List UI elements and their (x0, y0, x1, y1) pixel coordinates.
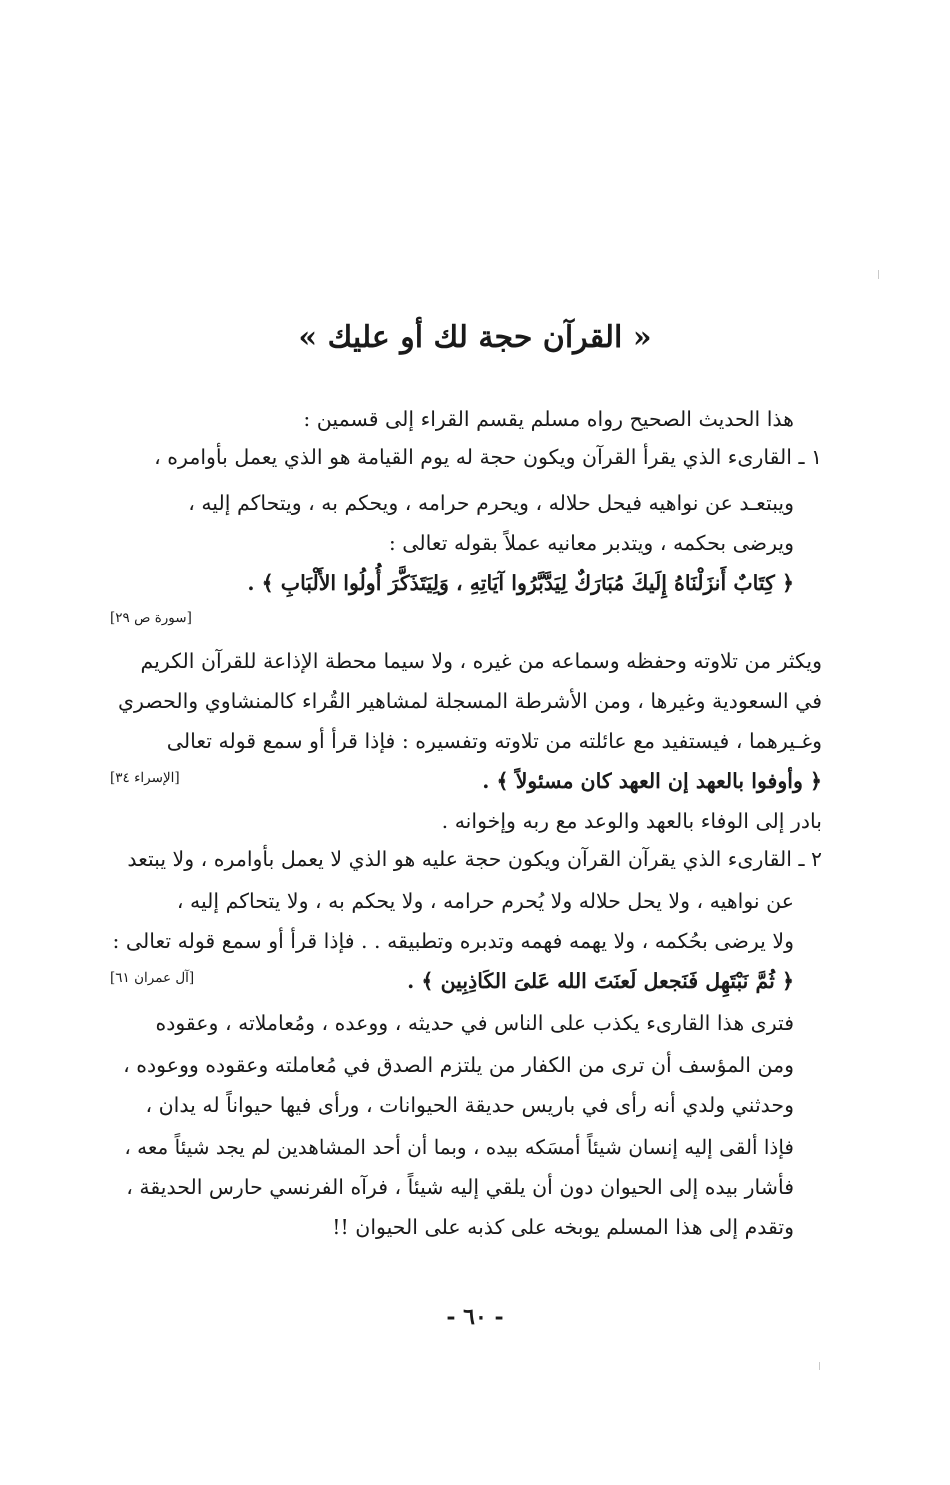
paragraph-line: فأشار بيده إلى الحيوان دون أن يلقي إليه شيئاً ، فرآه الفرنسي حارس الحديقة ، (126, 1175, 794, 1199)
quran-verse: ﴿ ثُمَّ نَبْتَهِل فَنَجعل لَعنَتَ الله عَلىَ الكَاذِبِين ﴾ . (407, 969, 794, 993)
paragraph-line: ٢ ـ القارىء الذي يقرآن القرآن ويكون حجة عليه هو الذي لا يعمل بأوامره ، ولا يبتعد (127, 847, 822, 871)
quran-verse: ﴿ وأوفوا بالعهد إن العهد كان مسئولاً ﴾ . (482, 769, 822, 793)
page-title: « القرآن حجة لك أو عليك » (298, 320, 652, 355)
paragraph-line: هذا الحديث الصحيح رواه مسلم يقسم القراء إلى قسمين : (303, 407, 794, 431)
body-text (110, 400, 822, 1260)
paragraph-line: فإذا ألقى إليه إنسان شيئاً أمسَكه بيده ، وبما أن أحد المشاهدين لم يجد شيئاً معه ، (124, 1135, 794, 1159)
paragraph-line: ولا يرضى بحُكمه ، ولا يهمه فهمه وتدبره وتطبيقه . . فإذا قرأ أو سمع قوله تعالى : (112, 929, 794, 953)
page-number: - ٦٠ - (446, 1304, 504, 1330)
paragraph-line: فترى هذا القارىء يكذب على الناس في حديثه ، ووعده ، ومُعاملاته ، وعقوده (155, 1011, 794, 1035)
paragraph-line: ويبتعـد عن نواهيه فيحل حلاله ، ويحرم حرامه ، ويحكم به ، ويتحاكم إليه ، (188, 491, 794, 515)
paragraph-line: في السعودية وغيرها ، ومن الأشرطة المسجلة لمشاهير القُراء كالمنشاوي والحصري (117, 689, 822, 713)
scan-speck (819, 1362, 820, 1370)
paragraph-line: ويرضى بحكمه ، ويتدبر معانيه عملاً بقوله تعالى : (388, 531, 794, 555)
paragraph-line: ومن المؤسف أن ترى من الكفار من يلتزم الصدق في مُعاملته وعقوده ووعوده ، (123, 1053, 794, 1077)
verse-reference: [آل عمران ٦١] (110, 970, 195, 986)
paragraph-line: وحدثني ولدي أنه رأى في باريس حديقة الحيوانات ، ورأى فيها حيواناً له يدان ، (145, 1093, 794, 1117)
paragraph-line: وتقدم إلى هذا المسلم يوبخه على كذبه على الحيوان !! (332, 1215, 794, 1239)
verse-reference: [سورة ص ٢٩] (110, 610, 192, 626)
paragraph-line: بادر إلى الوفاء بالعهد والوعد مع ربه وإخوانه . (441, 809, 822, 833)
paragraph-line: ١ ـ القارىء الذي يقرأ القرآن ويكون حجة له يوم القيامة هو الذي يعمل بأوامره ، (154, 445, 822, 469)
quran-verse: ﴿ كِتَابٌ أَنزَلْنَاهُ إِلَيكَ مُبَارَكٌ لِيَدَّبَّرُوا آيَاتِهِ ، وَلِيَتَذَكَّرَ أُولُوا الأَلْبَابِ ﴾ . (247, 571, 794, 595)
paragraph-line: ويكثر من تلاوته وحفظه وسماعه من غيره ، ولا سيما محطة الإذاعة للقرآن الكريم (140, 649, 822, 673)
paragraph-line: عن نواهيه ، ولا يحل حلاله ولا يُحرم حرامه ، ولا يحكم به ، ولا يتحاكم إليه ، (176, 889, 794, 913)
verse-reference: [الإسراء ٣٤] (110, 770, 180, 786)
scan-speck (878, 270, 879, 279)
paragraph-line: وغـيرهما ، فيستفيد مع عائلته من تلاوته وتفسيره : فإذا قرأ أو سمع قوله تعالى (166, 729, 822, 753)
